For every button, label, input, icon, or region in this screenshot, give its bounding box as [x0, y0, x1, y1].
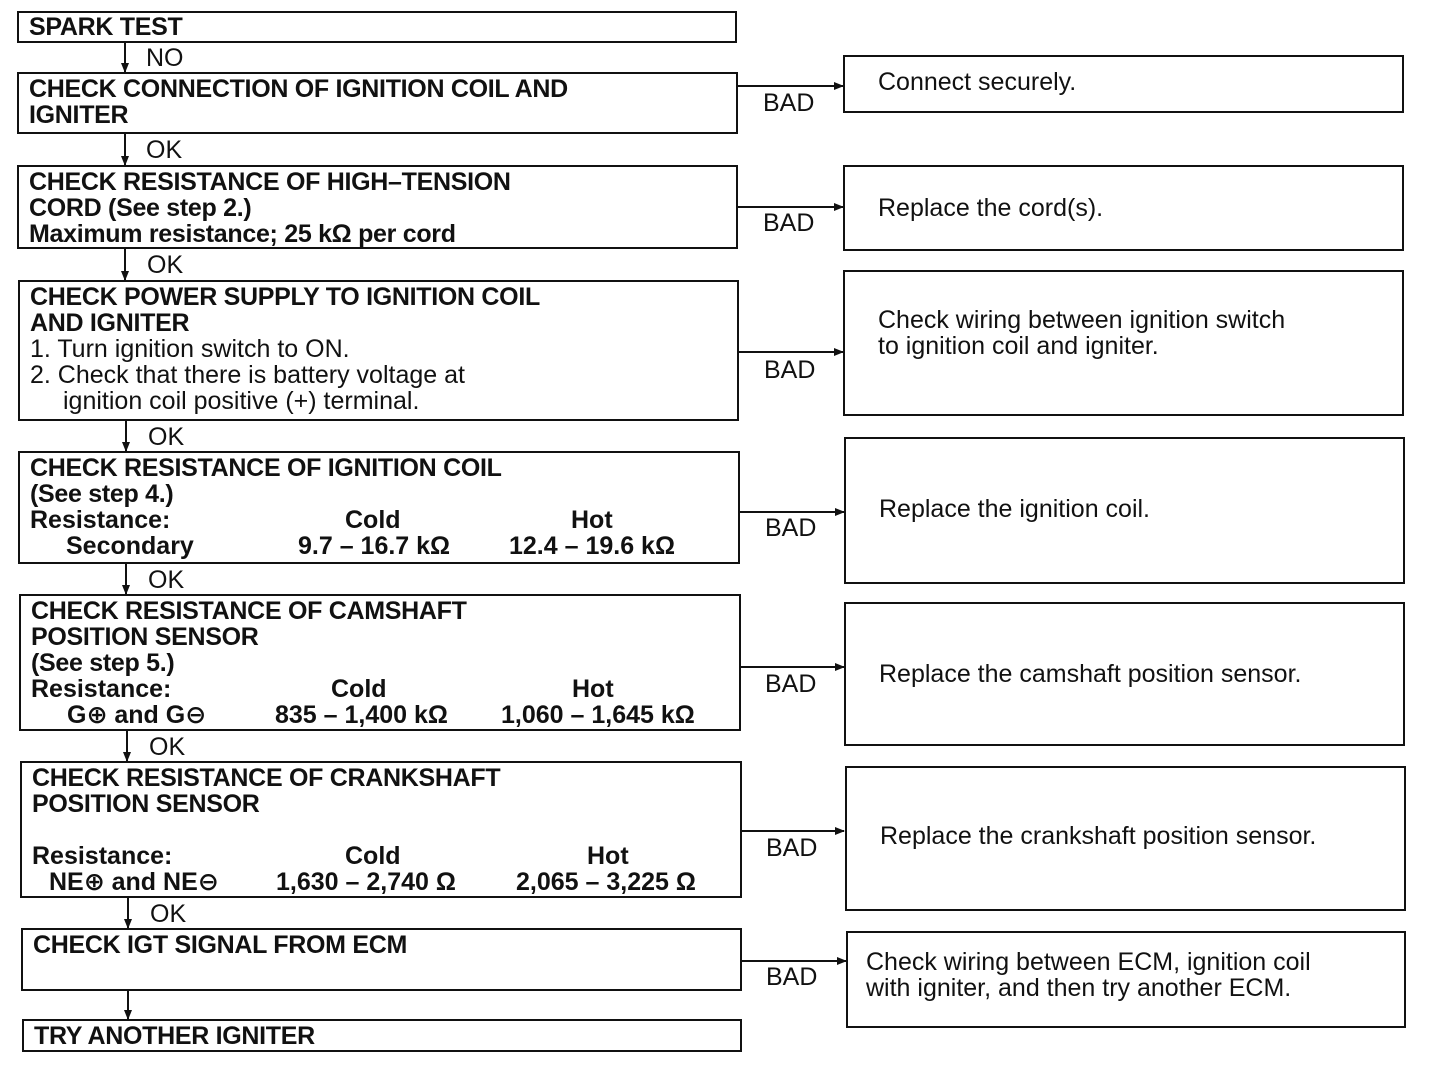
cold-header: Cold [345, 506, 401, 534]
action-replace-cord [843, 165, 1404, 251]
bad-label-5: BAD [765, 670, 817, 698]
step-title-line: (See step 4.) [30, 480, 174, 508]
step-check-cord-resistance [17, 165, 738, 249]
resistance-value-row [32, 869, 740, 895]
resistance-header-row [31, 676, 739, 702]
bad-label-7: BAD [766, 963, 818, 991]
hot-value: 2,065 – 3,225 Ω [516, 868, 696, 896]
ok-label-2: OK [147, 251, 184, 279]
step-title-line: CHECK RESISTANCE OF HIGH–TENSION [29, 168, 511, 196]
step-check-crankshaft-sensor [20, 761, 742, 898]
action-text: to ignition coil and igniter. [878, 332, 1159, 360]
step-check-igt-signal [21, 928, 742, 991]
action-text: Check wiring between ECM, ignition coil [866, 947, 1311, 976]
ok-label-6: OK [150, 900, 187, 928]
resistance-value-row [30, 533, 738, 559]
ok-label-4: OK [148, 566, 185, 594]
step-title-line: CHECK RESISTANCE OF CRANKSHAFT [32, 764, 501, 792]
step-check-power-supply [18, 280, 739, 421]
ok-label-5: OK [149, 733, 186, 761]
action-check-wiring-switch [843, 270, 1404, 416]
try-another-igniter-label: TRY ANOTHER IGNITER [34, 1022, 315, 1050]
action-text: Replace the camshaft position sensor. [879, 660, 1302, 688]
resistance-header-row [30, 507, 738, 533]
action-check-wiring-ecm [846, 931, 1406, 1028]
resistance-label: Resistance: [31, 675, 172, 703]
ok-label-3: OK [148, 423, 185, 451]
step-title-line: CHECK RESISTANCE OF IGNITION COIL [30, 454, 502, 482]
hot-header: Hot [571, 506, 613, 534]
cold-header: Cold [331, 675, 387, 703]
bad-label-6: BAD [766, 834, 818, 862]
bad-label-1: BAD [763, 89, 815, 117]
step-check-coil-resistance [18, 451, 740, 564]
step-note-line: ignition coil positive (+) terminal. [63, 387, 420, 415]
resistance-item: NE⊕ and NE⊖ [49, 868, 219, 896]
action-connect-securely [843, 55, 1404, 113]
action-replace-coil [844, 437, 1405, 584]
action-text: Replace the crankshaft position sensor. [880, 822, 1317, 850]
step-title-line: IGNITER [29, 101, 129, 129]
spacer-row [32, 817, 740, 843]
cold-value: 1,630 – 2,740 Ω [276, 868, 456, 896]
step-title-line: CHECK CONNECTION OF IGNITION COIL AND [29, 75, 568, 103]
resistance-value-row [31, 702, 739, 728]
try-another-igniter-box [22, 1019, 742, 1052]
bad-label-3: BAD [764, 356, 816, 384]
no-label: NO [146, 44, 184, 72]
cold-value: 9.7 – 16.7 kΩ [298, 532, 451, 560]
action-text: with igniter, and then try another ECM. [866, 973, 1292, 1002]
action-text: Replace the cord(s). [878, 194, 1104, 222]
step-title-line: POSITION SENSOR [32, 790, 260, 818]
spark-test-label: SPARK TEST [29, 13, 183, 41]
step-title-line: CHECK POWER SUPPLY TO IGNITION COIL [30, 283, 540, 311]
hot-value: 1,060 – 1,645 kΩ [501, 701, 695, 729]
step-title-line: CHECK IGT SIGNAL FROM ECM [33, 931, 407, 959]
step-title-line: CHECK RESISTANCE OF CAMSHAFT [31, 597, 467, 625]
ok-label-1: OK [146, 136, 183, 164]
action-text: Check wiring between ignition switch [878, 306, 1286, 334]
step-title-line: CORD (See step 2.) [29, 194, 252, 222]
step-check-connection [17, 72, 738, 134]
step-check-camshaft-sensor [19, 594, 741, 731]
step-note-line: 2. Check that there is battery voltage at [30, 361, 465, 389]
step-title-line: Maximum resistance; 25 kΩ per cord [29, 220, 456, 248]
hot-value: 12.4 – 19.6 kΩ [509, 532, 676, 560]
step-title-line: POSITION SENSOR [31, 623, 259, 651]
step-title-line: AND IGNITER [30, 309, 190, 337]
resistance-header-row [32, 843, 740, 869]
resistance-label: Resistance: [32, 842, 173, 870]
bad-label-4: BAD [765, 514, 817, 542]
cold-value: 835 – 1,400 kΩ [275, 701, 448, 729]
resistance-label: Resistance: [30, 506, 171, 534]
hot-header: Hot [572, 675, 614, 703]
action-text: Connect securely. [878, 68, 1077, 96]
bad-label-2: BAD [763, 209, 815, 237]
action-replace-camshaft-sensor [844, 602, 1405, 746]
resistance-item: G⊕ and G⊖ [67, 701, 207, 729]
step-title-line: (See step 5.) [31, 649, 175, 677]
action-replace-crankshaft-sensor [845, 766, 1406, 911]
step-note-line: 1. Turn ignition switch to ON. [30, 335, 350, 363]
spark-test-box [17, 11, 737, 43]
hot-header: Hot [587, 842, 629, 870]
cold-header: Cold [345, 842, 401, 870]
resistance-item: Secondary [66, 532, 194, 560]
action-text: Replace the ignition coil. [879, 494, 1150, 523]
